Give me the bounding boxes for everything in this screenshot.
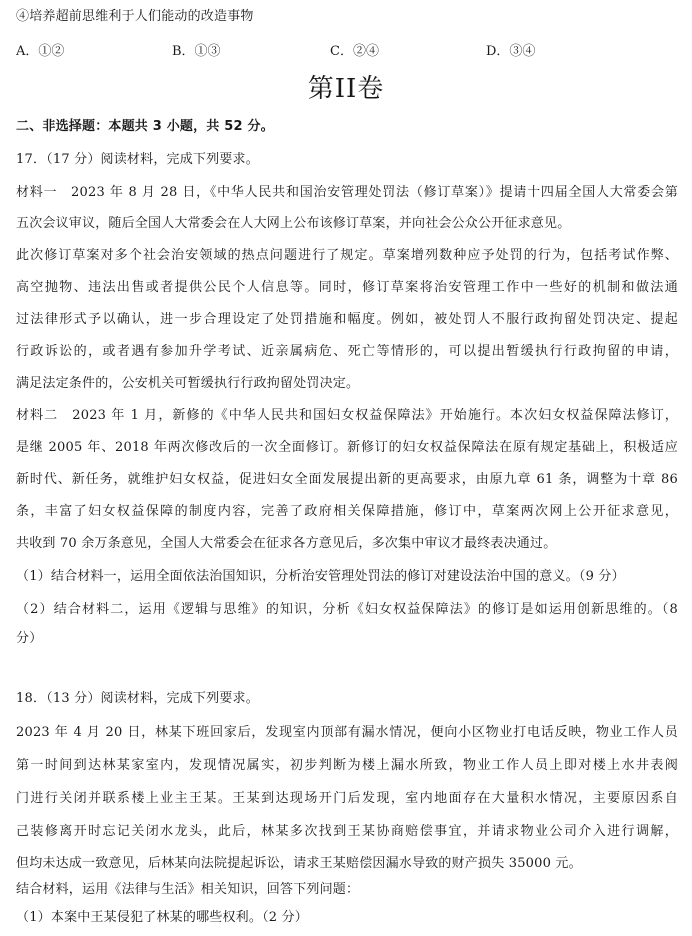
material-1-line: 行政诉讼的，或者遇有参加升学考试、近亲属病危、死亡等情形的，可以提出暂缓执行行政拘留的申请， [16,344,678,359]
question-17-sub-2-continued: 分） [16,631,43,646]
material-2-line: 材料二 2023 年 1 月，新修的《中华人民共和国妇女权益保障法》开始施行。本次妇女权益保障法修订， [16,408,678,423]
material-1-line: 五次会议审议，随后全国人大常委会在人大网上公布该修订草案，并向社会公众公开征求意见。 [16,216,571,231]
question-18-material-line: 2023 年 4 月 20 日，林某下班回家后，发现室内顶部有漏水情况，便向小区物业打电话反映，物业工作人员 [16,725,678,740]
option-a: A．①② [16,44,65,59]
question-18-material-line: 第一时间到达林某家室内，发现情况属实，初步判断为楼上漏水所致，物业工作人员上即对楼上水井表阀 [16,758,678,773]
section-title: 第II卷 [307,74,385,104]
answer-options [16,42,676,62]
option-b: B．①③ [172,44,221,59]
part-heading: 二、非选择题：本题共 3 小题，共 52 分。 [16,119,274,134]
material-1-line: 材料一 2023 年 8 月 28 日，《中华人民共和国治安管理处罚法（修订草案）》提请十四届全国人大常委会第 [16,185,678,200]
question-17-header: 17．（17 分）阅读材料，完成下列要求。 [16,152,259,167]
material-1-line: 满足法定条件的，公安机关可暂缓执行行政拘留处罚决定。 [16,376,360,391]
question-18-header: 18．（13 分）阅读材料，完成下列要求。 [16,691,259,706]
material-2-line: 共收到 70 余万条意见，全国人大常委会在征求各方意见后，多次集中审议才最终表决通过。 [16,536,557,551]
question-18-sub-1: （1）本案中王某侵犯了林某的哪些权利。（2 分） [16,910,308,925]
material-2-line: 条，丰富了妇女权益保障的制度内容，完善了政府相关保障措施，修订中，草案两次网上公开征求意见， [16,504,678,519]
material-1-line: 过法律形式予以确认，进一步合理设定了处罚措施和幅度。例如，被处罚人不服行政拘留处罚决定、提起 [16,312,678,327]
question-18-material-line: 但均未达成一致意见，后林某向法院提起诉讼，请求王某赔偿因漏水导致的财产损失 35000 元。 [16,856,582,871]
question-18-material-line: 己装修离开时忘记关闭水龙头，此后，林某多次找到王某协商赔偿事宜，并请求物业公司介入进行调解， [16,824,678,839]
material-1-line: 高空抛物、违法出售或者提供公民个人信息等。同时，修订草案将治安管理工作中一些好的机制和做法通 [16,280,678,295]
material-2-line: 是继 2005 年、2018 年两次修改后的一次全面修订。新修订的妇女权益保障法在原有规定基础上，积极适应 [16,440,678,455]
material-2-line: 新时代、新任务，就维护妇女权益，促进妇女全面发展提出新的更高要求，由原九章 61 条，调整为十章 86 [16,472,678,487]
option-c: C．②④ [330,44,379,59]
question-17-sub-1: （1）结合材料一，运用全面依法治国知识，分析治安管理处罚法的修订对建设法治中国的意义。（9 分） [16,569,625,584]
question-17-sub-2: （2）结合材料二，运用《逻辑与思维》的知识，分析《妇女权益保障法》的修订是如运用创新思维的。（8 [16,602,678,617]
question-18-instruction: 结合材料，运用《法律与生活》相关知识，回答下列问题： [16,882,360,897]
option-d: D．③④ [486,44,536,59]
question-18-material-line: 门进行关闭并联系楼上业主王某。王某到达现场开门后发现，室内地面存在大量积水情况，主要原因系自 [16,791,678,806]
material-1-line: 此次修订草案对多个社会治安领域的热点问题进行了规定。草案增列数种应予处罚的行为，包括考试作弊、 [16,248,678,263]
previous-item-option-4: ④培养超前思维利于人们能动的改造事物 [16,9,254,24]
